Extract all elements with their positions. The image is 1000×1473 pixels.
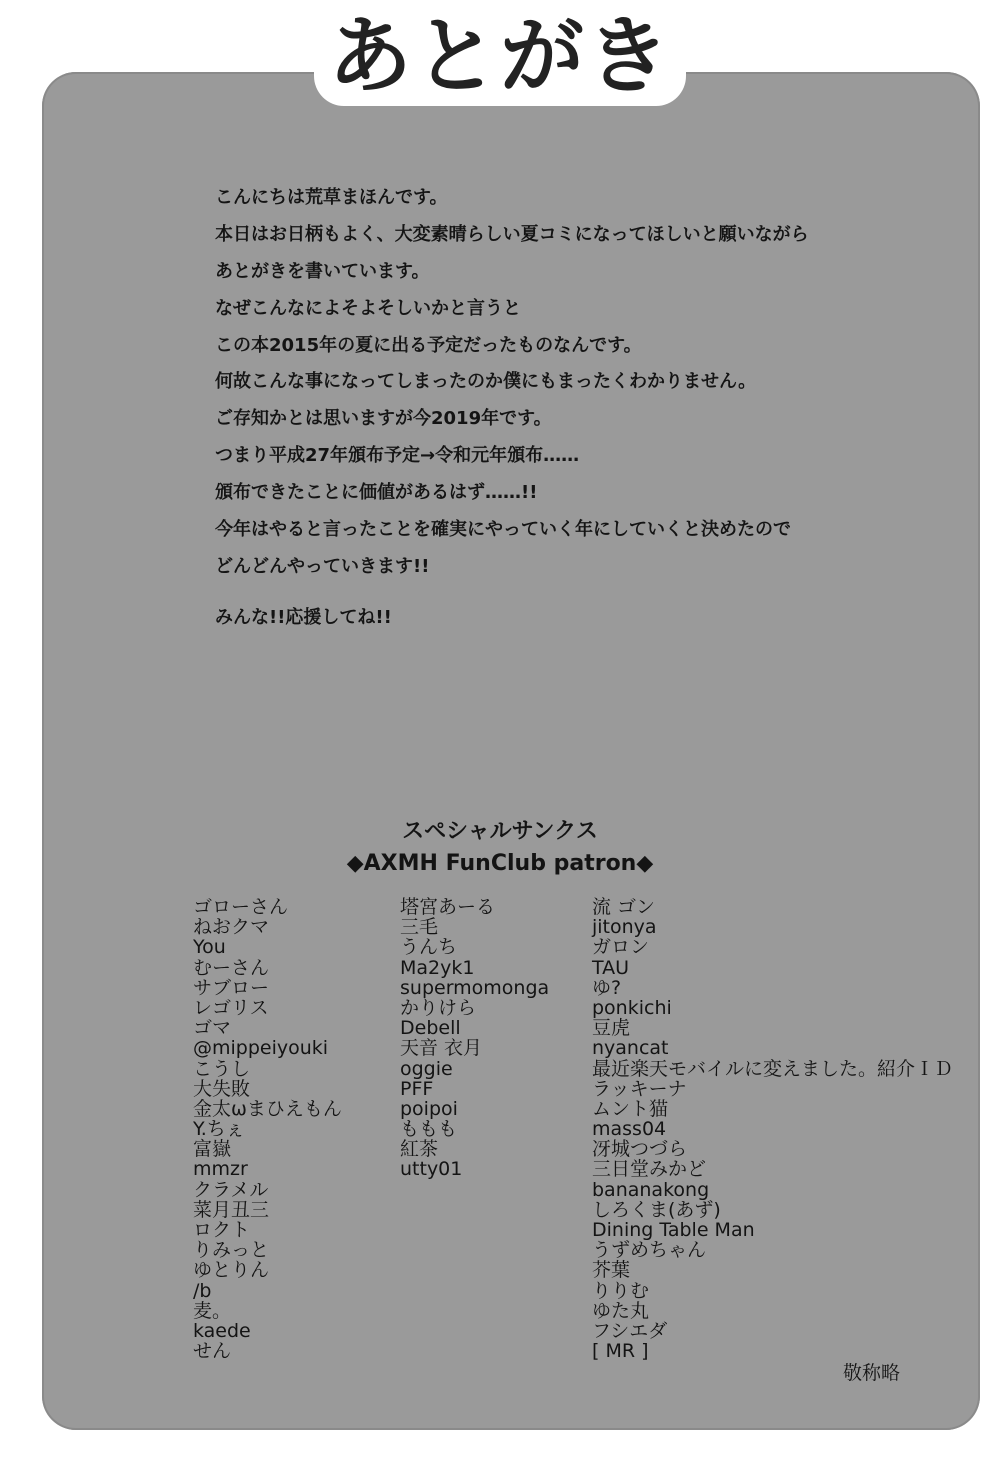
patron-name: しろくま(あず) [592, 1198, 721, 1221]
patron-name: You [193, 936, 226, 959]
patron-name: jitonya [592, 916, 657, 939]
patron-name: 三日堂みかど [592, 1158, 707, 1181]
patron-name: ゆ? [592, 976, 622, 999]
patron-name: PFF [400, 1077, 434, 1100]
patron-name: 麦。 [193, 1299, 232, 1322]
patron-name: 三毛 [400, 916, 439, 939]
patron-name: 冴城つづら [592, 1138, 688, 1161]
patron-name: うんち [400, 936, 458, 959]
patron-name: 紅茶 [400, 1138, 439, 1161]
message-line: こんにちは荒草まほんです。 [215, 187, 448, 208]
patron-name: bananakong [592, 1178, 710, 1201]
patron-name: 流 ゴン [592, 896, 656, 918]
patron-name: @mippeiyouki [193, 1037, 329, 1060]
patron-name: ゴローさん [193, 896, 289, 918]
patron-name: ゆとりん [193, 1259, 270, 1282]
title-wrap [0, 6, 1000, 106]
message-line: どんどんやっていきます!! [215, 555, 430, 577]
patron-column-1 [193, 897, 342, 1361]
patron-name: りみっと [193, 1239, 270, 1262]
patron-name: Ma2yk1 [400, 956, 475, 979]
patron-name: ゴマ [193, 1017, 232, 1040]
patron-column-3 [592, 897, 953, 1361]
message-line: 頒布できたことに価値があるはず……!! [215, 482, 538, 504]
patron-name: nyancat [592, 1037, 669, 1060]
patron-name: poipoi [400, 1097, 458, 1120]
patron-name: ももも [400, 1118, 458, 1141]
patron-name: サブロー [193, 976, 270, 999]
patron-name: ムント猫 [592, 1097, 669, 1120]
patron-name: 菜月丑三 [193, 1198, 270, 1221]
patron-name: kaede [193, 1319, 251, 1342]
patron-name: ラッキーナ [592, 1077, 687, 1100]
patron-name: [ MR ] [592, 1340, 649, 1363]
patron-column-2 [400, 897, 549, 1180]
patron-name: フシエダ [592, 1319, 668, 1342]
patron-name: 塔宮あーる [400, 896, 496, 918]
message-line: あとがきを書いています。 [215, 260, 430, 282]
patron-name: utty01 [400, 1158, 463, 1181]
patron-name: せん [193, 1340, 232, 1363]
page-title: あとがき [314, 6, 686, 106]
patron-name: supermomonga [400, 976, 550, 999]
patron-name: ponkichi [592, 996, 672, 1019]
patron-name: 最近楽天モバイルに変えました。紹介ＩＤ [592, 1057, 954, 1080]
patron-title: ◆AXMH FunClub patron◆ [346, 851, 654, 876]
patron-name: ガロン [592, 936, 650, 959]
patron-name: かりけら [400, 996, 477, 1019]
message-line: 本日はお日柄もよく、大変素晴らしい夏コミになってほしいと願いながら [215, 223, 809, 245]
message-line: 今年はやると言ったことを確実にやっていく年にしていくと決めたので [215, 519, 791, 541]
patron-name: ロクト [193, 1219, 251, 1241]
patron-name: mmzr [193, 1158, 248, 1181]
patron-name: こうし [193, 1057, 251, 1080]
patron-name: ゆた丸 [592, 1299, 650, 1322]
patron-name: クラメル [193, 1178, 269, 1201]
message-line: つまり平成27年頒布予定→令和元年頒布…… [215, 445, 580, 467]
patron-name: うずめちゃん [592, 1239, 707, 1262]
patron-name: 天音 衣月 [400, 1037, 483, 1060]
patron-name: Dining Table Man [592, 1219, 755, 1241]
patron-name: りりむ [592, 1279, 650, 1302]
patron-name: ねおクマ [193, 916, 270, 939]
patron-name: 富嶽 [193, 1138, 232, 1161]
message-line: 何故こんな事になってしまったのか僕にもまったくわかりません。 [215, 371, 757, 393]
patron-name: レゴリス [193, 996, 269, 1019]
message-line: なぜこんなによそよそしいかと言うと [215, 297, 521, 319]
patron-name: Debell [400, 1017, 461, 1040]
patron-name: 豆虎 [592, 1017, 631, 1040]
patron-name: 大失敗 [193, 1077, 251, 1100]
afterword-message [215, 183, 915, 640]
patron-name: 芥葉 [592, 1259, 631, 1282]
message-line: この本2015年の夏に出る予定だったものなんです。 [215, 334, 642, 356]
special-thanks-title: スペシャルサンクス [402, 819, 598, 844]
message-line: ご存知かとは思いますが今2019年です。 [215, 408, 552, 430]
patron-name: むーさん [193, 956, 270, 979]
message-closing: みんな!!応援してね!! [215, 606, 392, 628]
patron-name: TAU [592, 956, 630, 979]
patron-name: /b [193, 1279, 212, 1302]
patron-name: mass04 [592, 1118, 667, 1141]
honorifics-omitted-note: 敬称略 [843, 1362, 901, 1384]
patron-name: Y.ちぇ [193, 1118, 245, 1141]
patron-name: oggie [400, 1057, 453, 1080]
patron-name: 金太ωまひえもん [193, 1097, 342, 1120]
